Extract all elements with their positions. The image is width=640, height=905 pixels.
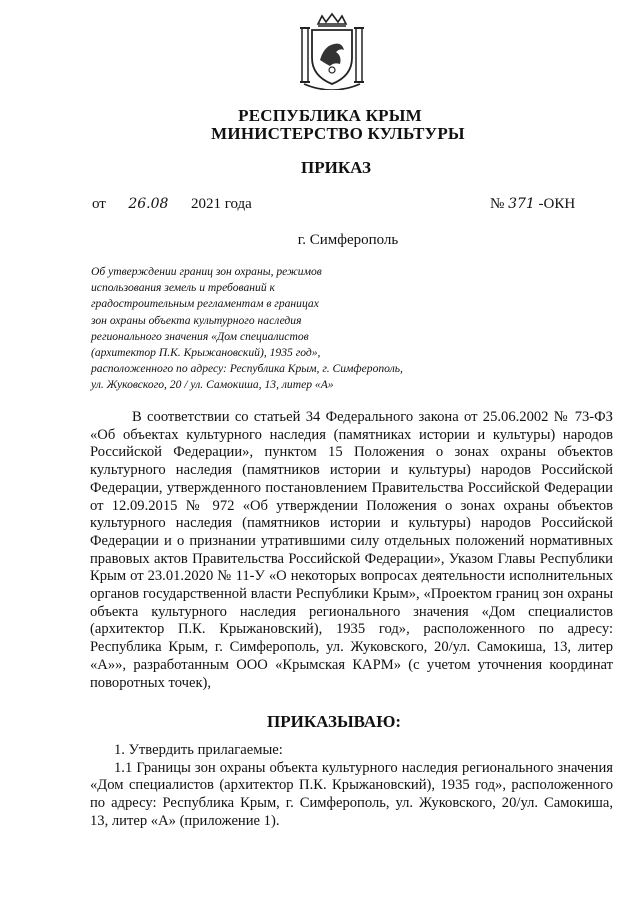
subject-line: градостроительным регламентам в границах [91, 297, 319, 311]
date-suffix: 2021 года [190, 196, 252, 212]
header-republic: РЕСПУБЛИКА КРЫМ [238, 106, 422, 125]
item-1: 1. Утвердить прилагаемые: [114, 742, 283, 758]
subject-line: регионального значения «Дом специалистов [91, 329, 309, 343]
date-line [92, 196, 252, 213]
preamble-block [90, 409, 613, 692]
subject-block [91, 264, 451, 394]
subject-line: ул. Жуковского, 20 / ул. Самокиша, 13, литер «А» [91, 378, 334, 392]
number-suffix: -ОКН [538, 196, 576, 212]
items-block [90, 742, 613, 831]
header-ministry: МИНИСТЕРСТВО КУЛЬТУРЫ [211, 124, 465, 143]
subject-line: расположенного по адресу: Республика Крым, г. Симферополь, [91, 362, 403, 376]
number-handwritten: 371 [508, 196, 535, 212]
document-type: ПРИКАЗ [301, 158, 371, 177]
order-word: ПРИКАЗЫВАЮ: [266, 712, 402, 731]
subject-line: (архитектор П.К. Крыжановский), 1935 год», [91, 346, 321, 360]
number-line [490, 196, 575, 213]
subject-line: Об утверждении границ зон охраны, режимов [91, 265, 322, 278]
coat-of-arms-icon [296, 10, 368, 90]
preamble-text: В соответствии со статьей 34 Федерального закона от 25.06.2002 № 73-ФЗ «Об объектах культурного наследия (памятниках истории и культуры) народов Российской Федерации», пунктом 15 Положения о зонах охраны объектов культурного наследия (памятников истории и культуры) народов Российской Федерации, утвержденного постановлением Правительства Российской Федерации от 12.09.2015 № 972 «Об утверждении Положения о зонах охраны объектов культурного наследия (памятников истории и культуры) народов Российской Федерации и о признании утратившими силу отдельных положений нормативных правовых актов Правительства Российской Федерации», Указом Главы Республики Крым от 23.01.2020 № 11-У «О некоторых вопросах деятельности исполнительных органов государственной власти Республики Крым», «Проектом границ зон охраны объекта культурного наследия регионального значения «Дом специалистов (архитектор П.К. Крыжановский), 1935 год», расположенного по адресу: Республика Крым, г. Симферополь, ул. Жуковского, 20/ул. Самокиша, 13, литер «А»», разработанным ООО «Крымская КАРМ» (с учетом уточнения координат поворотных точек), [90, 409, 613, 691]
item-1-1: 1.1 Границы зон охраны объекта культурного наследия регионального значения «Дом специалистов (архитектор П.К. Крыжановский), 1935 год», расположенного по адресу: Республика Крым, г. Симферополь, ул. Жуковского, 20/ул. Самокиша, 13, литер «А» (приложение 1). [90, 759, 613, 829]
date-prefix: от [92, 196, 106, 212]
subject-line: зон охраны объекта культурного наследия [91, 313, 302, 327]
city: г. Симферополь [297, 232, 399, 248]
subject-line: использования земель и требований к [91, 281, 275, 295]
number-prefix: № [490, 196, 505, 212]
date-handwritten: 26.08 [128, 196, 169, 212]
